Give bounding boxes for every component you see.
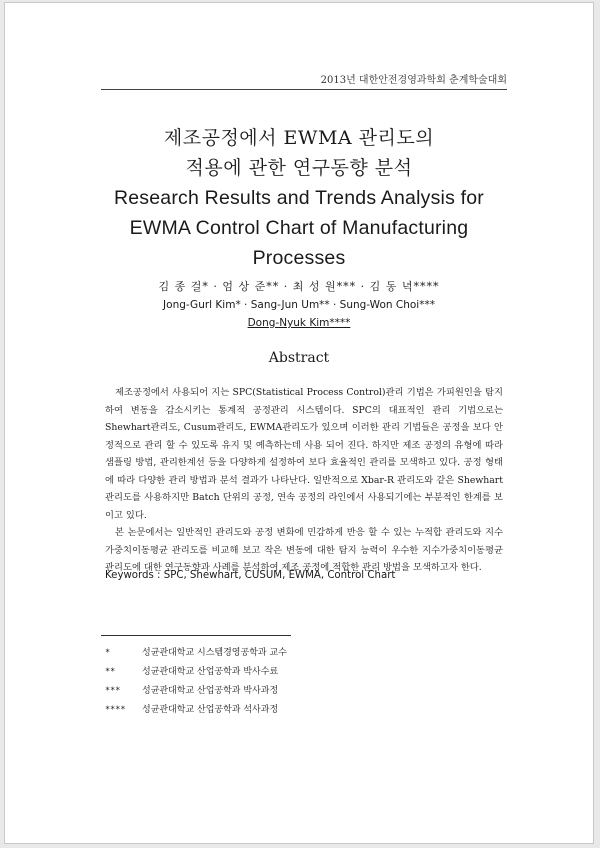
footnote-text: 성균관대학교 산업공학과 박사수료 <box>142 667 279 677</box>
header-rule <box>101 89 507 90</box>
title-english-line-3: Processes <box>252 247 346 269</box>
title-english-line-2: EWMA Control Chart of Manufacturing <box>129 217 469 239</box>
abstract-paragraph-1: 제조공정에서 사용되어 지는 SPC(Statistical Process Control)관리 기법은 가피원인을 탐지하여 변동을 감소시키는 통계적 공정관리 시스템이다. SPC의 대표적인 관리 기법으로는 Shewhart관리도, Cusum관리도, EWMA관리도가 있으며 이러한 관리 기법들은 공정을 보다 안정적으로 관리 할 수 있도록 유지 및 예측하는데 사용 되어 진다. 하지만 제조 공정의 유형에 따라 샘플링 방법, 관리한계선 등을 다양하게 설정하여 보다 효율적인 관리를 모색하고 있다. 공정 형태에 따라 다양한 관리 방법과 분석 결과가 나타난다. 일반적으로 Xbar-R 관리도와 같은 Shewhart 관리도를 사용하지만 Batch 단위의 공정, 연속 공정의 라인에서 사용되기에는 부분적인 한계를 보이고 있다. <box>105 387 503 521</box>
footnote-rule <box>101 635 291 636</box>
title-english-line-1: Research Results and Trends Analysis for <box>113 187 484 209</box>
authors-korean: 김 종 걸* · 엄 상 준** · 최 성 원*** · 김 동 녁**** <box>158 280 440 293</box>
abstract-heading: Abstract <box>268 350 330 366</box>
footnote-text: 성균관대학교 산업공학과 박사과정 <box>142 686 279 696</box>
title-korean-line-1: 제조공정에서 EWMA 관리도의 <box>163 127 435 149</box>
abstract-body <box>105 384 503 577</box>
footnote-text: 성균관대학교 산업공학과 석사과정 <box>142 705 279 715</box>
authors-english-line-2: Dong-Nyuk Kim**** <box>247 317 351 329</box>
authors-english-line-1: Jong-Gurl Kim* · Sang-Jun Um** · Sung-Won Choi*** <box>163 299 435 311</box>
title-block <box>65 123 533 273</box>
footnote-row <box>105 701 287 720</box>
footnote-row <box>105 682 287 701</box>
footnote-mark: **** <box>105 705 126 715</box>
title-korean-line-2: 적용에 관한 연구동향 분석 <box>185 157 413 179</box>
footnote-mark: ** <box>105 667 116 677</box>
footnote-text: 성균관대학교 시스템경영공학과 교수 <box>142 648 287 658</box>
conference-header: 2013년 대한안전경영과학회 춘계학술대회 <box>320 75 507 86</box>
abstract-paragraph-2: 본 논문에서는 일반적인 관리도와 공정 변화에 민감하게 반응 할 수 있는 누적합 관리도와 지수가중치이동평균 관리도를 비교해 보고 작은 변동에 대한 탐지 능력이 우수한 지수가중치이동평균 관리도에 대한 연구동향과 사례를 분석하여 제조 공정에 적합한 관리 방법을 모색하고자 한다. <box>105 527 503 573</box>
footnote-mark: * <box>105 648 111 658</box>
footnote-row <box>105 644 287 663</box>
author-block <box>65 278 533 332</box>
footnote-mark: *** <box>105 686 121 696</box>
footnotes <box>105 644 287 720</box>
paper-page <box>4 2 594 844</box>
footnote-row <box>105 663 287 682</box>
keywords-line: Keywords : SPC, Shewhart, CUSUM, EWMA, Control Chart <box>105 570 396 581</box>
